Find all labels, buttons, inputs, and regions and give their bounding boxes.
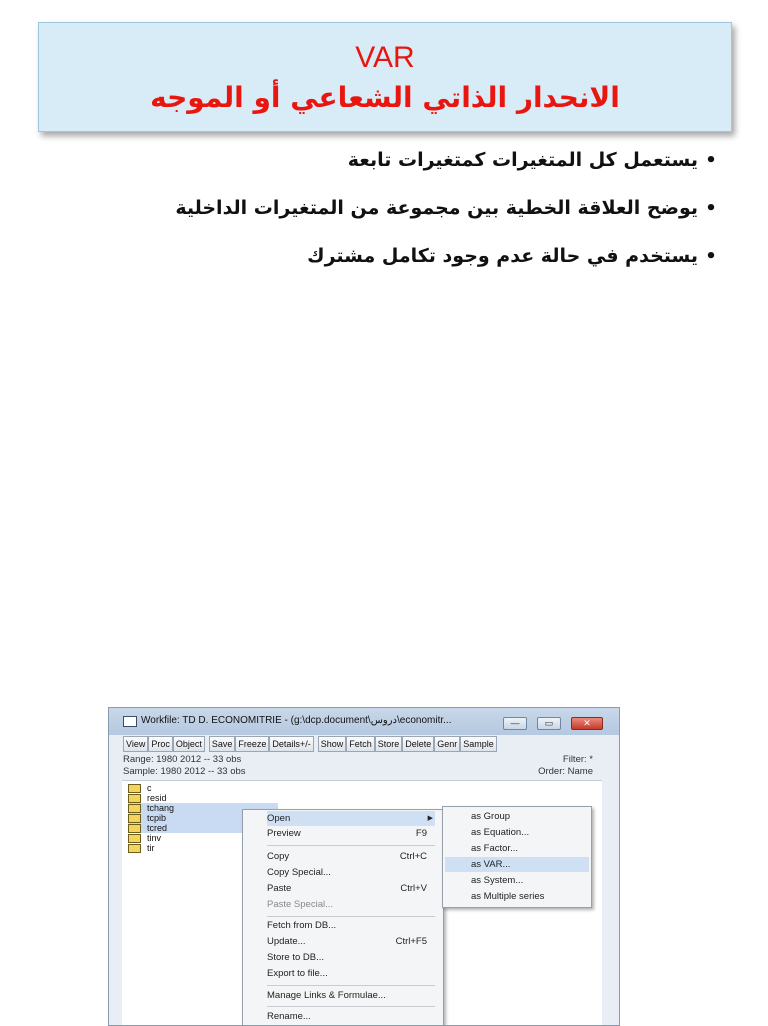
bullet-icon: • xyxy=(705,246,717,267)
menu-item-manage-links[interactable]: Manage Links & Formulae... xyxy=(267,990,386,1001)
submenu-item-as-equation[interactable]: as Equation... xyxy=(471,827,530,838)
slide-title-box xyxy=(38,22,732,132)
series-icon xyxy=(128,804,141,813)
bullet-text: يستخدم في حالة عدم وجود تكامل مشترك xyxy=(307,245,698,267)
bullet-icon: • xyxy=(705,198,717,219)
menu-item-copy-special[interactable]: Copy Special... xyxy=(267,867,331,878)
menu-item-copy[interactable]: Copy Ctrl+C xyxy=(267,851,427,862)
bullet-icon: • xyxy=(705,150,717,171)
series-icon xyxy=(128,844,141,853)
menu-separator xyxy=(267,1006,435,1007)
slide-title-english: VAR xyxy=(355,41,415,74)
range-row xyxy=(123,754,593,765)
workfile-toolbar xyxy=(123,736,497,752)
list-item[interactable]: tcred xyxy=(128,823,278,833)
menu-item-export-file[interactable]: Export to file... xyxy=(267,968,328,979)
toolbar-details-button[interactable]: Details+/- xyxy=(269,736,313,752)
menu-item-fetch-db[interactable]: Fetch from DB... xyxy=(267,920,337,931)
window-titlebar[interactable] xyxy=(109,708,619,735)
menu-separator xyxy=(267,845,435,846)
minimize-button[interactable]: — xyxy=(503,717,527,730)
toolbar-genr-button[interactable]: Genr xyxy=(434,736,460,752)
order-label[interactable]: Order: Name xyxy=(538,766,593,777)
toolbar-sample-button[interactable]: Sample xyxy=(460,736,497,752)
list-item[interactable]: tchang xyxy=(128,803,278,813)
menu-item-update[interactable]: Update... Ctrl+F5 xyxy=(267,936,427,947)
submenu-item-as-multiple-series[interactable]: as Multiple series xyxy=(471,891,545,902)
series-icon xyxy=(128,814,141,823)
menu-item-store-db[interactable]: Store to DB... xyxy=(267,952,325,963)
bullet-item xyxy=(44,140,724,188)
toolbar-view-button[interactable]: View xyxy=(123,736,148,752)
workfile-icon xyxy=(123,716,137,727)
slide-title-arabic: الانحدار الذاتي الشعاعي أو الموجه xyxy=(150,81,620,114)
toolbar-fetch-button[interactable]: Fetch xyxy=(346,736,375,752)
bullet-text: يستعمل كل المتغيرات كمتغيرات تابعة xyxy=(347,149,698,171)
submenu-item-as-var[interactable]: as VAR... xyxy=(445,857,589,872)
workfile-window xyxy=(108,707,620,1026)
toolbar-object-button[interactable]: Object xyxy=(173,736,205,752)
open-submenu xyxy=(442,806,592,908)
menu-separator xyxy=(267,916,435,917)
toolbar-show-button[interactable]: Show xyxy=(318,736,347,752)
context-menu xyxy=(242,809,444,1026)
toolbar-proc-button[interactable]: Proc xyxy=(148,736,173,752)
toolbar-save-button[interactable]: Save xyxy=(209,736,236,752)
menu-item-paste[interactable]: Paste Ctrl+V xyxy=(267,883,427,894)
window-title: Workfile: TD D. ECONOMITRIE - (g:\dcp.document\دروس\economitr... xyxy=(141,715,452,726)
bullet-list xyxy=(44,140,724,284)
menu-item-paste-special: Paste Special... xyxy=(267,899,334,910)
menu-item-open[interactable]: Open ▶ xyxy=(267,813,433,824)
list-item[interactable]: tinv xyxy=(128,833,161,843)
bullet-item xyxy=(44,236,724,284)
close-button[interactable]: ✕ xyxy=(571,717,603,730)
submenu-arrow-icon: ▶ xyxy=(427,815,433,822)
range-label: Range: 1980 2012 -- 33 obs xyxy=(123,754,242,765)
toolbar-freeze-button[interactable]: Freeze xyxy=(235,736,269,752)
list-item[interactable]: resid xyxy=(128,793,167,803)
bullet-text: يوضح العلاقة الخطية بين مجموعة من المتغيرات الداخلية xyxy=(175,197,698,219)
menu-item-rename[interactable]: Rename... xyxy=(267,1011,311,1022)
list-item[interactable]: tcpib xyxy=(128,813,278,823)
filter-label[interactable]: Filter: * xyxy=(562,754,593,765)
bullet-item xyxy=(44,188,724,236)
maximize-button[interactable]: ▭ xyxy=(537,717,561,730)
sample-label: Sample: 1980 2012 -- 33 obs xyxy=(123,766,246,777)
toolbar-delete-button[interactable]: Delete xyxy=(402,736,434,752)
submenu-item-as-group[interactable]: as Group xyxy=(471,811,511,822)
coefficient-icon xyxy=(128,784,141,793)
menu-separator xyxy=(267,985,435,986)
list-item[interactable]: tir xyxy=(128,843,155,853)
series-icon xyxy=(128,794,141,803)
submenu-item-as-factor[interactable]: as Factor... xyxy=(471,843,518,854)
sample-row xyxy=(123,766,593,777)
menu-item-preview[interactable]: Preview F9 xyxy=(267,828,427,839)
toolbar-store-button[interactable]: Store xyxy=(375,736,403,752)
submenu-item-as-system[interactable]: as System... xyxy=(471,875,524,886)
series-icon xyxy=(128,824,141,833)
list-item[interactable]: c xyxy=(128,783,152,793)
series-icon xyxy=(128,834,141,843)
